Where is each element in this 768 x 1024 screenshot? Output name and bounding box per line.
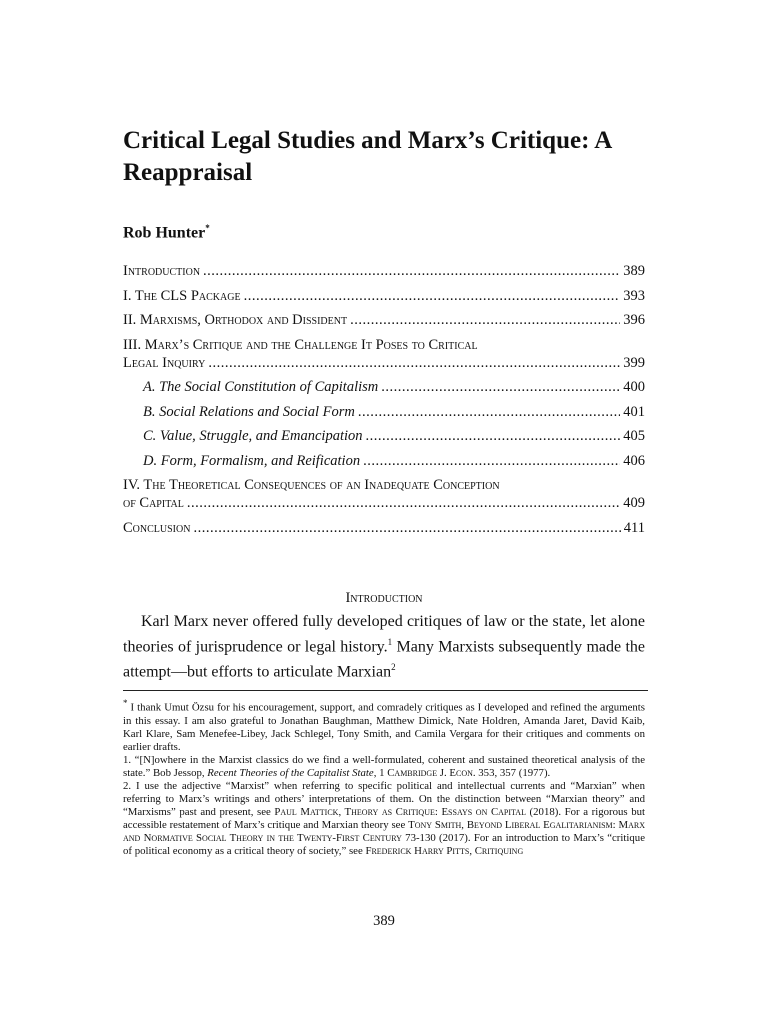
- author-footnote-mark: *: [205, 223, 210, 233]
- footnote-ref[interactable]: 1: [387, 637, 393, 647]
- footnote-1: [123, 754, 645, 780]
- toc-label: II. Marxisms, Orthodox and Dissident: [123, 312, 348, 328]
- author-line: [123, 223, 210, 242]
- section-heading: Introduction: [345, 590, 423, 606]
- toc-leader: [244, 287, 621, 305]
- toc-page: 393: [623, 287, 645, 304]
- toc-label: Conclusion: [123, 519, 191, 536]
- toc-label: Introduction: [123, 263, 201, 279]
- body-text-part: Many Marxists subsequently made the attempt—but efforts to articulate Marxian: [123, 638, 645, 681]
- footnote-star: [123, 697, 645, 754]
- page-number: 389: [373, 913, 395, 929]
- toc-label-line1: IV. The Theoretical Consequences of an Inadequate Conception: [123, 477, 500, 493]
- toc-leader: [187, 494, 620, 512]
- footnote-2: [123, 780, 645, 858]
- toc-label: I. The CLS Package: [123, 287, 241, 304]
- footnote-book-title: Paul Mattick, Theory as Critique: Essays on Capital: [274, 805, 526, 818]
- toc-subentry-value-struggle: [123, 427, 645, 445]
- toc-entry-marxisms: [123, 311, 645, 329]
- toc-leader: [203, 262, 620, 280]
- toc-subentry-social-relations: [123, 403, 645, 421]
- toc-leader: [358, 403, 620, 421]
- toc-label-line1: III. Marx’s Critique and the Challenge It Poses to Critical: [123, 336, 478, 353]
- toc-label: B. Social Relations and Social Form: [143, 403, 355, 420]
- toc-page: 411: [623, 519, 645, 536]
- toc-entry-cls-package: [123, 287, 645, 305]
- footnote-text: . 353, 357 (1977).: [472, 766, 551, 779]
- article-title: Critical Legal Studies and Marx’s Critique: A Reappraisal: [123, 127, 611, 186]
- toc-leader: [193, 519, 620, 537]
- toc-subentry-form-formalism: [123, 452, 645, 470]
- toc-leader: [350, 311, 620, 329]
- toc-entry-introduction: [123, 262, 645, 280]
- footnote-mark: *: [123, 698, 128, 708]
- toc-label: D. Form, Formalism, and Reification: [143, 452, 361, 469]
- toc-page: 405: [623, 428, 645, 444]
- toc-entry-conclusion: [123, 519, 645, 537]
- toc-page: 409: [623, 495, 645, 511]
- footnote-text: (2018). For a rigorous but accessible restatement of Marx’s critique and Marxian theory see: [123, 805, 645, 831]
- footnote-text: 73-130 (2017). For an introduction to Marx’s “critique of political economy as a critical theory of society,” see: [123, 831, 645, 857]
- footnotes: [123, 697, 645, 858]
- toc-leader: [381, 378, 620, 396]
- footnote-citation-title: Recent Theories of the Capitalist State: [207, 766, 374, 779]
- footnote-text: 2. I use the adjective “Marxist” when referring to specific political and intellectual currents and “Marxian” when referring to Marx’s writings and others’ interpretations of them. On the distinction between “Marxian theory” and “Marxisms” past and present, see: [123, 779, 645, 818]
- toc-leader: [366, 427, 621, 445]
- footnote-ref[interactable]: 2: [391, 662, 396, 673]
- toc-leader: [363, 452, 620, 470]
- body-paragraph: [123, 612, 645, 683]
- body-text-part: Karl Marx never offered fully developed critiques of law or the state, let alone theories of jurisprudence or legal history.: [123, 613, 645, 656]
- toc-label: A. The Social Constitution of Capitalism: [143, 379, 379, 395]
- author-name: Rob Hunter: [123, 224, 206, 242]
- toc-entry-marx-critique: [123, 336, 645, 372]
- toc-leader: [208, 354, 620, 372]
- footnote-text: I thank Umut Özsu for his encouragement, support, and comradely critiques as I developed and refined the arguments in this essay. I am also grateful to Jonathan Baughman, Matthew Dimick, Nate Holdren, Amanda Jaret, David Kaib, Karl Klare, Sam Menefee-Libey, Jack Schlegel, Tony Smith, and Camila Vergara for their critiques and comments on earlier drafts.: [123, 701, 645, 753]
- toc-page: 389: [623, 263, 645, 279]
- table-of-contents: [123, 262, 645, 537]
- toc-page: 401: [623, 403, 645, 420]
- footnote-divider: [123, 690, 648, 691]
- toc-page: 406: [623, 452, 645, 469]
- footnote-journal: Cambridge J. Econ: [387, 766, 473, 779]
- footnote-book-title: Frederick Harry Pitts, Critiquing: [365, 844, 524, 857]
- footnote-text: 1. “[N]owhere in the Marxist classics do we find a well-formulated, coherent and sustained theoretical analysis of the state.” Bob Jessop,: [123, 753, 645, 779]
- toc-page: 399: [623, 354, 645, 371]
- toc-subentry-social-constitution: [123, 378, 645, 396]
- footnote-book-title: Tony Smith, Beyond Liberal Egalitarianism: Marx and Normative Social Theory in the Twenty-First Century: [123, 818, 645, 844]
- toc-page: 400: [623, 379, 645, 395]
- toc-label: of Capital: [123, 495, 184, 511]
- toc-entry-theoretical-consequences: [123, 476, 645, 512]
- toc-label: C. Value, Struggle, and Emancipation: [143, 428, 363, 444]
- toc-page: 396: [623, 312, 645, 328]
- toc-label: Legal Inquiry: [123, 354, 206, 371]
- footnote-text: , 1: [373, 766, 388, 779]
